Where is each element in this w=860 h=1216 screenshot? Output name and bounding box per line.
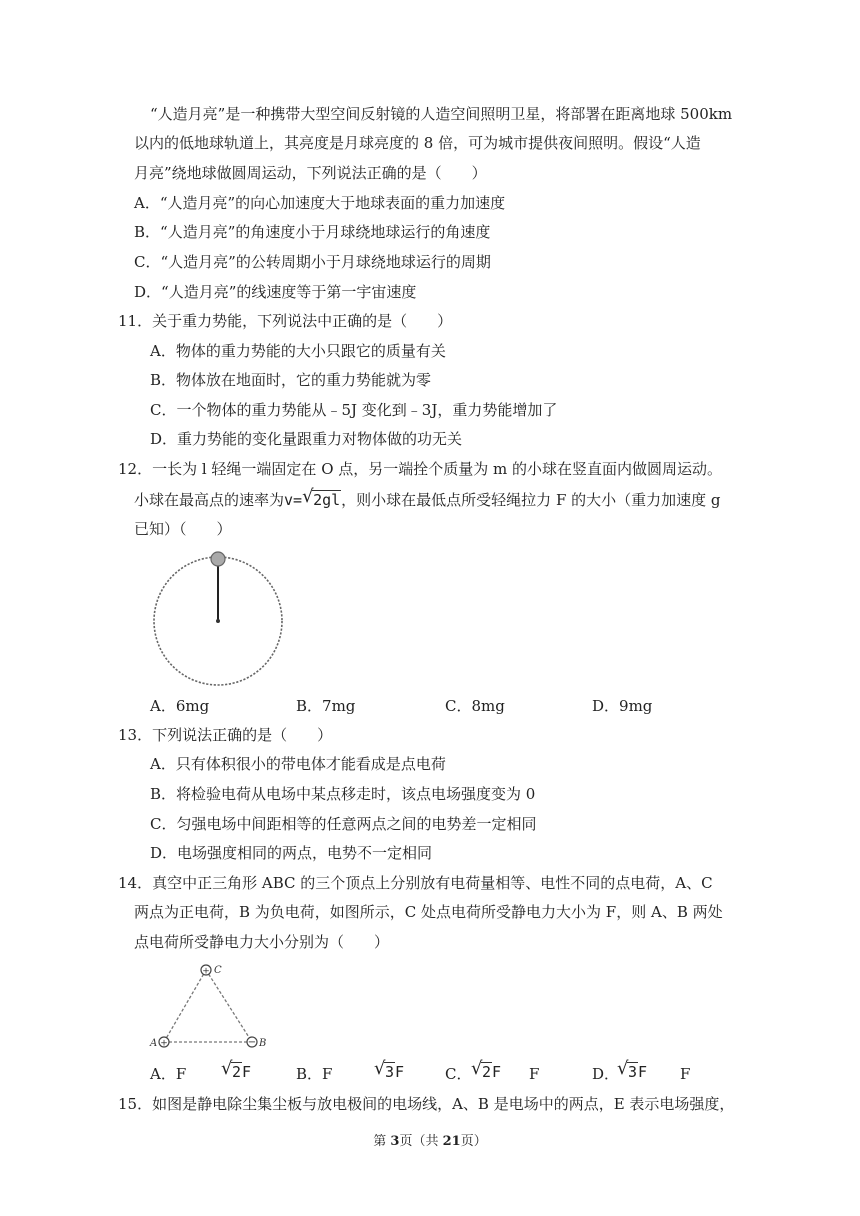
q12-sqrt-2gl: √ 2gl bbox=[302, 486, 341, 509]
q13-option-d: D．电场强度相同的两点，电势不一定相同 bbox=[150, 844, 433, 862]
q10-stem-line1: “人造月亮”是一种携带大型空间反射镜的人造空间照明卫星，将部署在距离地球 500km bbox=[150, 105, 733, 123]
q11-option-d: D．重力势能的变化量跟重力对物体做的功无关 bbox=[150, 430, 463, 448]
q14-option-b-value: √ 3F bbox=[374, 1058, 405, 1081]
q13-option-a: A．只有体积很小的带电体才能看成是点电荷 bbox=[150, 755, 446, 773]
q13-stem: 13．下列说法正确的是（ ） bbox=[118, 726, 333, 744]
q12-stem-line3: 已知）（ ） bbox=[134, 520, 232, 538]
q13-option-c: C．匀强电场中间距相等的任意两点之间的电势差一定相同 bbox=[150, 815, 537, 833]
q14-stem-line2: 两点为正电荷，B 为负电荷，如图所示，C 处点电荷所受静电力大小为 F，则 A、B 两处 bbox=[134, 903, 723, 921]
q11-option-a: A．物体的重力势能的大小只跟它的质量有关 bbox=[150, 342, 446, 360]
q12-option-d: D．9mg bbox=[592, 697, 653, 715]
triangle-side-ac bbox=[164, 970, 206, 1042]
q12-velocity-formula: v= bbox=[284, 491, 303, 509]
label-c: C bbox=[214, 965, 222, 976]
q14-option-c-tail: F bbox=[529, 1065, 540, 1083]
q10-stem-line3: 月亮”绕地球做圆周运动，下列说法正确的是（ ） bbox=[134, 164, 487, 182]
q12-circle-figure bbox=[148, 548, 288, 688]
page-footer: 第 3页（共 21页） bbox=[373, 1134, 487, 1149]
q14-option-a-label: A．F bbox=[150, 1065, 187, 1083]
q14-option-c-label: C． bbox=[445, 1065, 472, 1083]
q12-option-a: A．6mg bbox=[150, 697, 210, 715]
q14-stem-line1: 14．真空中正三角形 ABC 的三个顶点上分别放有电荷量相等、电性不同的点电荷，A、C bbox=[118, 874, 713, 892]
q10-option-b: B．“人造月亮”的角速度小于月球绕地球运行的角速度 bbox=[134, 223, 491, 241]
q10-option-a: A．“人造月亮”的向心加速度大于地球表面的重力加速度 bbox=[134, 194, 506, 212]
q12-line2-pre: 小球在最高点的速率为 bbox=[134, 491, 285, 509]
q13-option-b: B．将检验电荷从电场中某点移走时，该点电场强度变为 0 bbox=[150, 785, 536, 803]
q14-option-c-value: √ 2F bbox=[471, 1058, 502, 1081]
q10-option-d: D．“人造月亮”的线速度等于第一宇宙速度 bbox=[134, 283, 417, 301]
pivot-point-o bbox=[216, 619, 220, 623]
charge-b-sign: − bbox=[247, 1037, 257, 1048]
q15-stem-line1: 15．如图是静电除尘集尘板与放电极间的电场线，A、B 是电场中的两点，E 表示电场强度， bbox=[118, 1095, 735, 1113]
page-total: 21 bbox=[442, 1134, 461, 1149]
ball bbox=[211, 552, 225, 566]
charge-a-sign: + bbox=[160, 1038, 168, 1049]
triangle-side-bc bbox=[206, 970, 252, 1042]
page-number: 3 bbox=[390, 1134, 400, 1149]
q14-option-d-value: √ 3F bbox=[617, 1058, 648, 1081]
q14-stem-line3: 点电荷所受静电力大小分别为（ ） bbox=[134, 933, 390, 951]
q10-stem-line2: 以内的低地球轨道上，其亮度是月球亮度的 8 倍，可为城市提供夜间照明。假设“人造 bbox=[134, 134, 701, 152]
q12-option-b: B．7mg bbox=[296, 697, 356, 715]
q14-triangle-figure bbox=[146, 960, 274, 1052]
label-a: A bbox=[150, 1038, 158, 1049]
q11-option-c: C．一个物体的重力势能从﹣5J 变化到﹣3J，重力势能增加了 bbox=[150, 401, 558, 419]
q14-option-a-value: √ 2F bbox=[221, 1058, 252, 1081]
label-b: B bbox=[259, 1038, 267, 1049]
q12-option-c: C．8mg bbox=[445, 697, 505, 715]
q12-line2-post: ，则小球在最低点所受轻绳拉力 F 的大小（重力加速度 g bbox=[341, 491, 721, 509]
q14-option-b-label: B．F bbox=[296, 1065, 333, 1083]
charge-c-sign: + bbox=[202, 966, 210, 977]
q10-option-c: C．“人造月亮”的公转周期小于月球绕地球运行的周期 bbox=[134, 253, 491, 271]
q11-stem: 11．关于重力势能，下列说法中正确的是（ ） bbox=[118, 312, 453, 330]
q12-stem-line1: 12．一长为 l 轻绳一端固定在 O 点，另一端拴个质量为 m 的小球在竖直面内做圆周运动。 bbox=[118, 460, 723, 478]
q14-option-d-label: D． bbox=[592, 1065, 620, 1083]
q14-option-d-tail: F bbox=[680, 1065, 691, 1083]
q11-option-b: B．物体放在地面时，它的重力势能就为零 bbox=[150, 371, 432, 389]
q12-stem-line2 bbox=[134, 486, 721, 510]
